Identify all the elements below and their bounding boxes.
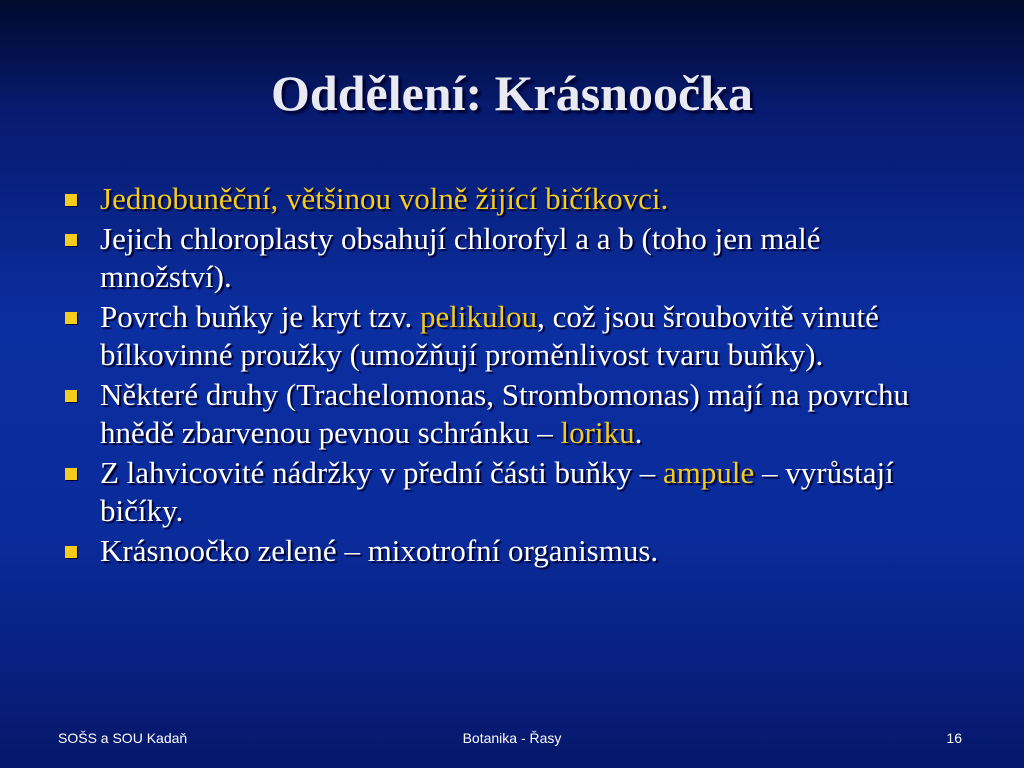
bullet-item — [62, 376, 942, 452]
highlight-term: pelikulou — [420, 299, 538, 334]
slide-title: Oddělení: Krásnoočka — [271, 65, 753, 121]
bullet-text: , což jsou šroubovitě vinuté bílkovinné proužky (umožňují proměnlivost tvaru buňky). — [100, 299, 879, 372]
footer-topic: Botanika - Řasy — [462, 730, 562, 746]
square-bullet-icon — [65, 390, 77, 402]
bullet-text: Z lahvicovité nádržky v přední části buňky – — [100, 455, 664, 490]
bullet-item — [62, 220, 942, 296]
bullet-text: . — [634, 415, 643, 450]
bullet-item — [62, 180, 942, 218]
square-bullet-icon — [65, 234, 77, 246]
bullet-item — [62, 454, 942, 530]
square-bullet-icon — [65, 312, 77, 324]
highlight-term: ampule — [663, 455, 755, 490]
bullet-item — [62, 532, 942, 570]
bullet-text: Některé druhy (Trachelomonas, Strombomonas) mají na povrchu hnědě zbarvenou pevnou schránku – — [100, 377, 909, 450]
bullet-text: – vyrůstají bičíky. — [100, 455, 894, 528]
bullet-list — [62, 180, 942, 572]
bullet-text: Povrch buňky je kryt tzv. — [100, 299, 420, 334]
bullet-text: Jejich chloroplasty obsahují chlorofyl a a b (toho jen malé množství). — [100, 221, 821, 294]
square-bullet-icon — [65, 546, 77, 558]
bullet-text: Krásnoočko zelené – mixotrofní organismus. — [100, 533, 659, 568]
bullet-text: Jednobuněční, většinou volně žijící bičíkovci. — [100, 181, 669, 216]
square-bullet-icon — [65, 468, 77, 480]
footer-school: SOŠS a SOU Kadaň — [58, 730, 188, 746]
page-number: 16 — [946, 730, 962, 746]
bullet-item — [62, 298, 942, 374]
square-bullet-icon — [65, 194, 77, 206]
highlight-term: loriku — [560, 415, 635, 450]
